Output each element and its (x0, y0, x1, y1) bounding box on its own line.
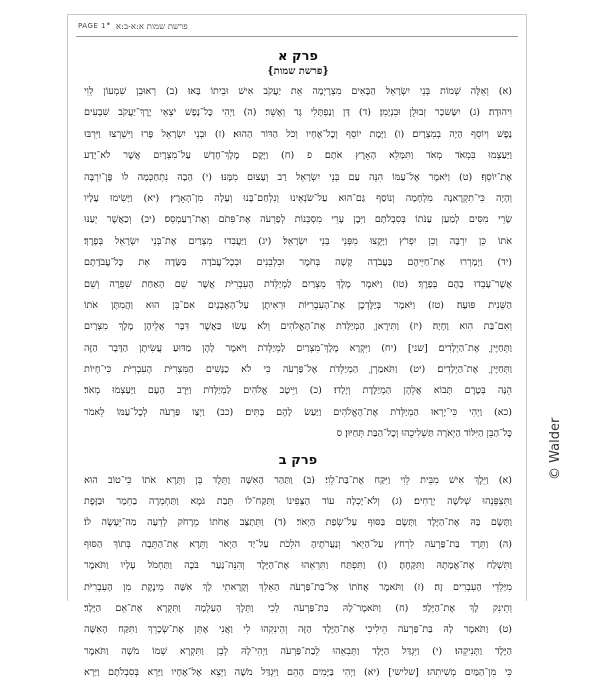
text-line: (א) וַיֵּלֶךְ אִישׁ מִבֵּית לֵוִי וַיִּקַּח אֶת־בַּת־לֵוִי׃ (ב) וַתַּהַר הָאִשָּׁה וַתֵּלֶד בֵּן וַתֵּרֶא אֹתוֹ כִּי־טוֹב הוּא (84, 474, 512, 486)
text-line: וְהָיָה כִּי־תִקְרֶאנָה מִלְחָמָה וְנוֹסַף גַּם־הוּא עַל־שֹׂנְאֵינוּ וְנִלְחַם־בָּנוּ וְעָלָה מִן־הָאָרֶץ׃ (יא) וַיָּשִׂימוּ עָלָיו (84, 192, 512, 204)
header-rule (76, 36, 518, 37)
text-line: וַתִּצְפְּנֵהוּ שְׁלֹשָׁה יְרָחִים׃ (ג) וְלֹא־יָכְלָה עוֹד הַצְּפִינוֹ וַתִּקַּח־לוֹ תֵּבַת גֹּמֶא וַתַּחְמְרָה בַחֵמָר וּבַזָּפֶת (84, 496, 512, 508)
page-number: PAGE 1 (78, 22, 106, 30)
text-line: וַתָּשֶׂם בָּהּ אֶת־הַיֶּלֶד וַתָּשֶׂם בַּסּוּף עַל־שְׂפַת הַיְאֹר׃ (ד) וַתֵּתַצַּב אֲחֹתוֹ מֵרָחֹק לְדֵעָה מַה־יֵּעָשֶׂה לוֹ׃ (84, 517, 512, 529)
text-line: וְתֵינִק לָךְ אֶת־הַיָּלֶד׃ (ח) וַתֹּאמֶר־לָהּ בַּת־פַּרְעֹה לֵכִי וַתֵּלֶךְ הָעַלְמָה וַתִּקְרָא אֶת־אֵם הַיָּלֶד׃ (84, 602, 512, 614)
text-line: הֵנָּה בְּטֶרֶם תָּבוֹא אֲלֵהֶן הַמְיַלֶּדֶת וְיָלָדוּ׃ (כ) וַיֵּיטֶב אֱלֹהִים לַמְיַלְּדֹת וַיִּרֶב הָעָם וַיַּעַצְמוּ מְאֹד׃ (84, 385, 512, 397)
running-title: פרשת שמות א:א-ב:א (116, 22, 188, 32)
header-bullet: • (106, 20, 111, 29)
text-line: אֹתוֹ כֵּן יִרְבֶּה וְכֵן יִפְרֹץ וַיָּקֻצוּ מִפְּנֵי בְּנֵי יִשְׂרָאֵל׃ (יג) וַיַּעֲבִדוּ מִצְרַיִם אֶת־בְּנֵי יִשְׂרָאֵל בְּפָרֶךְ׃ (84, 235, 512, 247)
text-line: אֲשֶׁר־עָבְדוּ בָהֶם בְּפָרֶךְ׃ (טו) וַיֹּאמֶר מֶלֶךְ מִצְרַיִם לַמְיַלְּדֹת הָעִבְרִיֹּת אֲשֶׁר שֵׁם הָאַחַת שִׁפְרָה וְשֵׁם (84, 278, 512, 290)
chapter-1-title: פרק א (278, 49, 318, 64)
text-line: וַתִּשְׁלַח אֶת־אֲמָתָהּ וַתִּקָּחֶהָ׃ (ו) וַתִּפְתַּח וַתִּרְאֵהוּ אֶת־הַיֶּלֶד וְהִנֵּה־נַעַר בֹּכֶה וַתַּחְמֹל עָלָיו וַתֹּאמֶר (84, 560, 512, 572)
chapter-2-title: פרק ב (278, 452, 318, 468)
text-line: כִּי מִן־הַמַּיִם מְשִׁיתִהוּ׃ [שלישי] (יא) וַיְהִי בַּיָּמִים הָהֵם וַיִּגְדַּל מֹשֶׁה וַיֵּצֵא אֶל־אֶחָיו וַיַּרְא בְּסִבְלֹתָם וַיַּרְא (84, 667, 512, 679)
text-line: (ט) וַתֹּאמֶר לָהּ בַּת־פַּרְעֹה הֵילִיכִי אֶת־הַיֶּלֶד הַזֶּה וְהֵינִקִהוּ לִי וַאֲנִי אֶתֵּן אֶת־שְׂכָרֵךְ וַתִּקַּח הָאִשָּׁה (84, 624, 512, 636)
text-line: אֶת־יוֹסֵף׃ (ט) וַיֹּאמֶר אֶל־עַמּוֹ הִנֵּה עַם בְּנֵי יִשְׂרָאֵל רַב וְעָצוּם מִמֶּנּוּ׃ (י) הָבָה נִתְחַכְּמָה לוֹ פֶּן־יִרְבֶּה (84, 171, 512, 183)
text-line: הַשֵּׁנִית פּוּעָה׃ (טז) וַיֹּאמֶר בְּיַלֶּדְכֶן אֶת־הָעִבְרִיּוֹת וּרְאִיתֶן עַל־הָאׇבְנָיִם אִם־בֵּן הוּא וַהֲמִתֶּן אֹתוֹ (84, 299, 512, 311)
document-page (67, 14, 527, 679)
text-line: וַיַּעַצְמוּ בִּמְאֹד מְאֹד וַתִּמָּלֵא הָאָרֶץ אֹתָם׃ פ (ח) וַיָּקׇם מֶלֶךְ־חָדָשׁ עַל־מִצְרָיִם אֲשֶׁר לֹא־יָדַע (84, 150, 512, 162)
text-line: נָפֶשׁ וְיוֹסֵף הָיָה בְמִצְרָיִם׃ (ו) וַיָּמׇת יוֹסֵף וְכׇל־אֶחָיו וְכֹל הַדּוֹר הַהוּא׃ (ז) וּבְנֵי יִשְׂרָאֵל פָּרוּ וַיִּשְׁרְצוּ וַיִּרְבּוּ (84, 128, 512, 140)
text-line: שָׂרֵי מִסִּים לְמַעַן עַנֹּתוֹ בְּסִבְלֹתָם וַיִּבֶן עָרֵי מִסְכְּנוֹת לְפַרְעֹה אֶת־פִּתֹם וְאֶת־רַעַמְסֵס׃ (יב) וְכַאֲשֶׁר יְעַנּוּ (84, 214, 512, 226)
text-line: וַתְּחַיֶּיןָ אֶת־הַיְלָדִים׃ (יט) וַתֹּאמַרְןָ הַמְיַלְּדֹת אֶל־פַּרְעֹה כִּי לֹא כַנָּשִׁים הַמִּצְרִיֹּת הָעִבְרִיֹּת כִּי־חָיוֹת (84, 364, 512, 376)
parasha-name: {פרשת שמות} (267, 66, 329, 77)
page-header (68, 15, 526, 37)
chapter-1-text (84, 81, 512, 445)
page-content (84, 41, 512, 684)
text-line: (ה) וַתֵּרֶד בַּת־פַּרְעֹה לִרְחֹץ עַל־הַיְאֹר וְנַעֲרֹתֶיהָ הֹלְכֹת עַל־יַד הַיְאֹר וַתֵּרֶא אֶת־הַתֵּבָה בְּתוֹךְ הַסּוּף (84, 538, 512, 550)
text-line: הַיֶּלֶד וַתְּנִיקֵהוּ׃ (י) וַיִּגְדַּל הַיֶּלֶד וַתְּבִאֵהוּ לְבַת־פַּרְעֹה וַיְהִי־לָהּ לְבֵן וַתִּקְרָא שְׁמוֹ מֹשֶׁה וַתֹּאמֶר (84, 645, 512, 657)
text-line: (יד) וַיְמָרְרוּ אֶת־חַיֵּיהֶם בַּעֲבֹדָה קָשָׁה בְּחֹמֶר וּבִלְבֵנִים וּבְכׇל־עֲבֹדָה בַּשָּׂדֶה אֵת כׇּל־עֲבֹדָתָם (84, 257, 512, 269)
text-line: מִיַּלְדֵי הָעִבְרִים זֶה׃ (ז) וַתֹּאמֶר אֲחֹתוֹ אֶל־בַּת־פַּרְעֹה הַאֵלֵךְ וְקָרָאתִי לָךְ אִשָּׁה מֵינֶקֶת מִן הָעִבְרִיֹּת (84, 581, 512, 593)
copyright-watermark: © Walder (548, 417, 563, 480)
text-line: וִיהוּדָה׃ (ג) יִשָּׂשכָר זְבוּלֻן וּבִנְיָמִן׃ (ד) דָּן וְנַפְתָּלִי גָּד וְאָשֵׁר׃ (ה) וַיְהִי כׇּל־נֶפֶשׁ יֹצְאֵי יֶרֶךְ־יַעֲקֹב שִׁבְעִים (84, 107, 512, 119)
chapter-2-text (84, 470, 512, 684)
text-line: (א) וְאֵלֶּה שְׁמוֹת בְּנֵי יִשְׂרָאֵל הַבָּאִים מִצְרָיְמָה אֵת יַעֲקֹב אִישׁ וּבֵיתוֹ בָּאוּ׃ (ב) רְאוּבֵן שִׁמְעוֹן לֵוִי (84, 86, 512, 97)
text-line: כׇּל־הַבֵּן הַיִּלּוֹד הַיְאֹרָה תַּשְׁלִיכֻהוּ וְכׇל־הַבַּת תְּחַיּוּן׃ ס (336, 428, 512, 440)
text-line: (כא) וַיְהִי כִּי־יָרְאוּ הַמְיַלְּדֹת אֶת־הָאֱלֹהִים וַיַּעַשׂ לָהֶם בָּתִּים׃ (כב) וַיְצַו פַּרְעֹה לְכׇל־עַמּוֹ לֵאמֹר (84, 406, 512, 418)
text-line: וַתְּחַיֶּיןָ אֶת־הַיְלָדִים׃ [שני] (יח) וַיִּקְרָא מֶלֶךְ־מִצְרַיִם לַמְיַלְּדֹת וַיֹּאמֶר לָהֶן מַדּוּעַ עֲשִׂיתֶן הַדָּבָר הַזֶּה (84, 342, 512, 354)
text-line: וְאִם־בַּת הִוא וָחָיָה׃ (יז) וַתִּירֶאןָ הַמְיַלְּדֹת אֶת־הָאֱלֹהִים וְלֹא עָשׂוּ כַּאֲשֶׁר דִּבֶּר אֲלֵיהֶן מֶלֶךְ מִצְרָיִם (84, 321, 512, 333)
